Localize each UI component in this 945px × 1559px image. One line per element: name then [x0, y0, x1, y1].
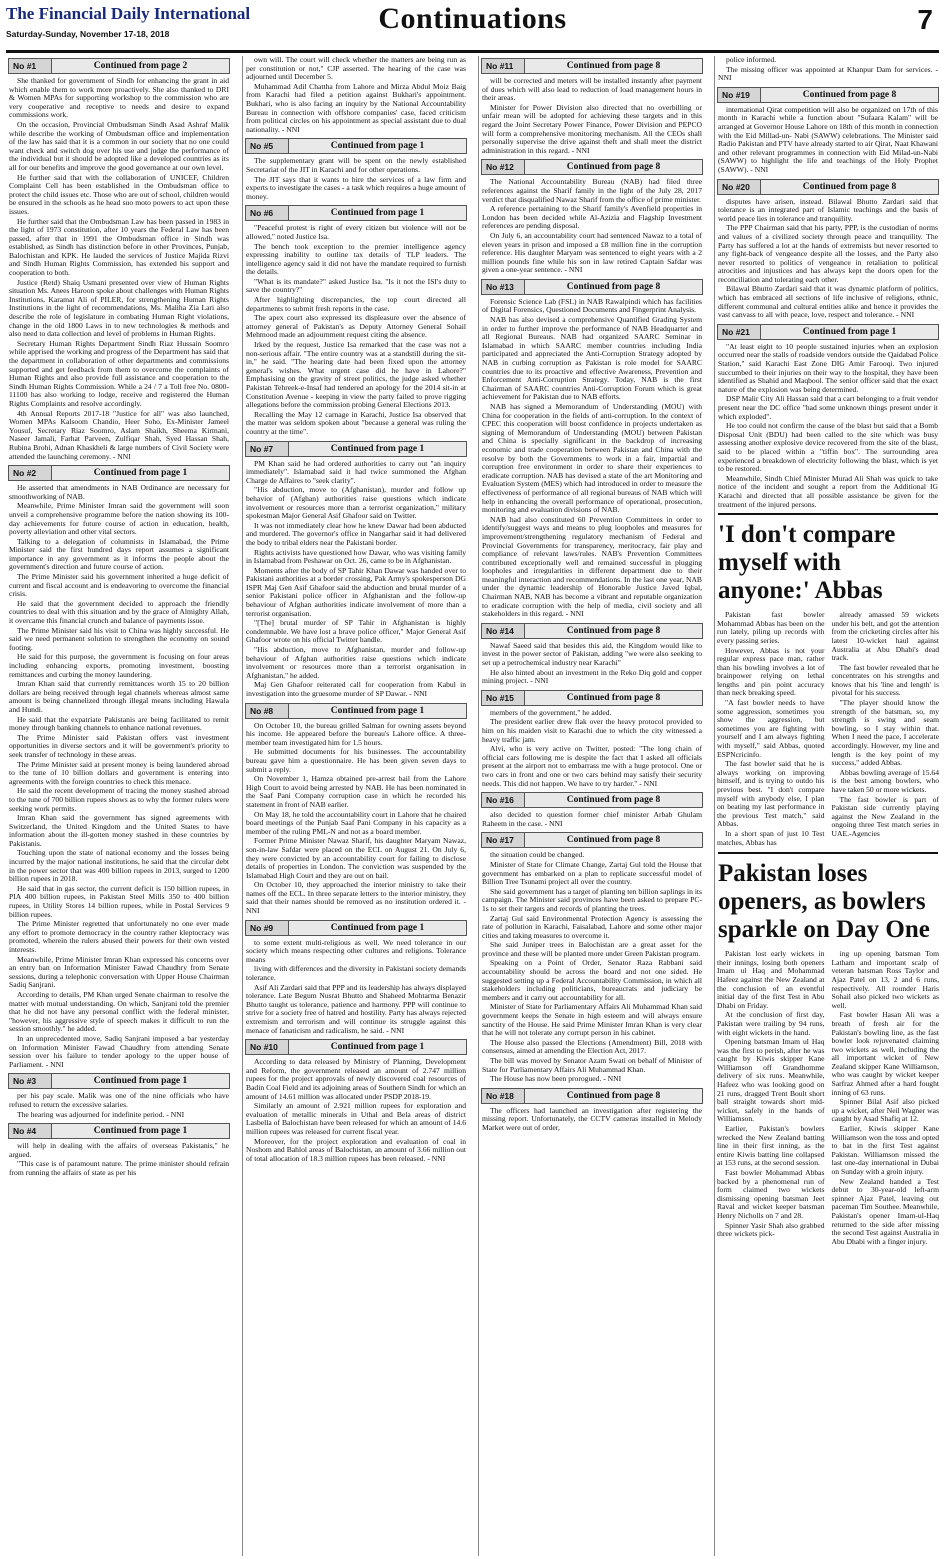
story-header-bar	[481, 690, 703, 706]
story-paragraph: living with differences and the diversity in Pakistani society demands tolerance.	[246, 964, 466, 983]
continued-label: Continued from page 1	[330, 922, 425, 933]
continued-story	[243, 138, 469, 201]
continued-story	[479, 159, 705, 275]
story-paragraph: He said the recent development of tracing the money stashed abroad to the tune of 700 billion rupees shows as to why the former rulers were seeking work permits.	[9, 786, 229, 813]
story-paragraph: Justice (Retd) Shaiq Usmani presented over view of Human Rights situation Ms. Anees Haroon spoke about challenges with Human Rights Institutions, Karamat Ali of PILER, for strengthening Human Rights Institutions in the light of recommendations, Ms. Maliha Zia Lari also describe the role of legislature in combating Human Right violations, change in the old 1800 Laws in to new technologies & methods and also need to data collection and level of problems in Human Rights.	[9, 277, 229, 339]
story-number: No #4	[9, 1124, 52, 1138]
continued-story	[479, 690, 705, 788]
story-header-bar	[245, 441, 467, 457]
story-paragraph: will help in dealing with the affairs of overseas Pakistanis," he argued.	[9, 1141, 229, 1159]
story-paragraph: DSP Malir City Ali Hassan said that a cart belonging to a fruit vendor present near the DC office "had some unknown things present under it which exploded".	[718, 394, 938, 421]
continued-story	[243, 920, 469, 1036]
story-number: No #11	[482, 59, 525, 73]
story-number: No #13	[482, 280, 525, 294]
story-paragraph: She said government has a target of planting ten billion saplings in its campaign. The Minister said provinces have been asked to prepare PC-1s to set their targets and records of planting the trees.	[482, 886, 702, 913]
story-number: No #21	[718, 325, 761, 339]
story-paragraph: He submitted documents for his businesses. The accountability bureau gave him a questionnaire. He has been given seven days to submit a reply.	[246, 747, 466, 774]
feature-paragraph: Spinner Yasir Shah also grabbed three wickets pick-	[717, 1220, 825, 1239]
story-header-bar	[245, 138, 467, 154]
story-header-bar	[717, 87, 939, 103]
feature-paragraph: Fast bowler Hasan Ali was a breath of fresh air for the Pakistan's bowling line, as the fast bowler look rejuvenated claiming two wickets as well, including the all important wicket of New Zealand skipper Kane Williamson, who was caught by wicket keeper Sarfraz Ahmed after a hard fought inning of 63 runs.	[831, 1010, 939, 1097]
story-paragraph: "His abduction, move to Afghanistan, murder and follow-up behaviour of Afghan authorities raise questions which indicate involvement or resources more than a terrorist organisation in Afghanistan," he added.	[246, 645, 466, 680]
story-header-bar	[481, 623, 703, 639]
story-paragraph: He said for this purpose, the government is focusing on four areas including enhancing exports, promoting investment, boosting remittances and curbing the money laundering.	[9, 652, 229, 679]
columns	[6, 56, 939, 1556]
story-paragraph: The president earlier drew flak over the heavy protocol provided to him on his maiden visit to Karachi due to which the city witnessed a heavy traffic jam.	[482, 717, 702, 744]
story-number: No #17	[482, 833, 525, 847]
story-paragraph: to some extent multi-religious as well. We need tolerance in our society which means respecting other cultures and religions. Tolerance means	[246, 937, 466, 964]
story-number: No #20	[718, 180, 761, 194]
story-header-bar	[245, 1039, 467, 1055]
story-paragraph: He too could not confirm the cause of the blast but said that a Bomb Disposal Unit (BDU) had been called to the site which was busy assessing another explosive device recovered from the site of the blast, said to be placed within a "tiffin box". The surrounding area experienced a breakdown of electricity following the blast, which is yet to be restored.	[718, 421, 938, 474]
story-paragraph: It was not immediately clear how he knew Dawar had been abducted and murdered. The governor's office in Nangarhar said it had delivered the body to tribal elders near the Pakistani border.	[246, 520, 466, 547]
continued-label: Continued from page 1	[802, 326, 897, 337]
page-number: 7	[917, 4, 933, 35]
story-paragraph: Maj Gen Ghafoor reiterated call for cooperation from Kabul in investigation into the gruesome murder of SP Dawar. - NNI	[246, 680, 466, 698]
story-paragraph: She said Juniper trees in Balochistan are a great asset for the province and these will be planted more under Green Pakistan program.	[482, 940, 702, 958]
continued-label: Continued from page 8	[566, 162, 661, 173]
story-number: No #14	[482, 624, 525, 638]
story-paragraph: Meanwhile, Prime Minister Imran said the government will soon unveil a comprehensive programme before the nation showing its 100-day achievements for future course of action in education, health, poverty alleviation and other vital sectors.	[9, 501, 229, 537]
story-header-bar	[481, 279, 703, 295]
story-paragraph: The National Accountability Bureau (NAB) had filed three references against the Sharif family in the light of the July 28, 2017 verdict that disqualified Nawaz Sharif from the office of prime minister.	[482, 177, 702, 204]
continued-story	[479, 792, 705, 828]
story-paragraph: On July 6, an accountability court had sentenced Nawaz to a total of eleven years in prison and imposed a £8 million fine in the corruption reference. His daughter Maryam was sentenced to eight years with a 2 million pounds fine while his son in law retired Captain Safdar was given a one-year sentence. - NNI	[482, 230, 702, 275]
continued-story	[715, 324, 941, 509]
story-paragraph: "His abduction, move to (Afghanistan), murder and follow up behavior of (Afghan) authorities raise questions which indicate involvement or resources more than a terrorist organization," military spokesman Major General Asif Ghafoor said on Twitter.	[246, 485, 466, 521]
masthead	[6, 2, 939, 52]
story-paragraph: The PPP Chairman said that his party, PPP, is the custodian of norms and values of a civilized society through peace and tranquility. The Party has suffered a lot at the hands of extremists but never resorted to any fight-back of vengeance despite all the losses, and the Party also never resorted to politics of vengeance in retaliation to political atrocities and injustices and has always kept the doors open for the reconciliation and tolerating each other.	[718, 223, 938, 284]
continued-story	[479, 832, 705, 1083]
story-paragraph: He asserted that amendments in NAB Ordinance are necessary for smoothworking of NAB.	[9, 483, 229, 501]
story-number: No #2	[9, 466, 52, 480]
continued-label: Continued from page 2	[93, 61, 188, 71]
story-paragraph: After highlighting discrepancies, the top court directed all departments to submit fresh reports in the case.	[246, 295, 466, 313]
continued-story	[715, 87, 941, 175]
newspaper-name: The Financial Daily International	[6, 4, 251, 23]
story-number: No #10	[246, 1040, 289, 1054]
story-paragraph: NAB has also devised a comprehensive Quantified Grading System in order to further improve the performance of NAB Headquarter and all Regional Bureaus. NAB had organized SAARC Seminar in Islamabad in which SAARC member countries including India participated and appreciated the Anti-Corruption Strategy adopted by NAB in curbing corruption as Pakistan is role model for SAARC countries due to its proactive and effective Awareness, Prevention and Enforcement Anti-Corruption Strategy. Today, NAB is the first Chairman of SAARC countries Anti-Corruption Forum which is great achievement for Pakistan due to NAB efforts.	[482, 315, 702, 402]
story-paragraph: Alvi, who is very active on Twitter, posted: "The long chain of official cars following me is despite the fact that I asked all officials present at the airport not to embarrass me with a huge protocol. One or two cars in front and one or two cars behind may satisfy their security needs. This did not happen. We have to try harder." - NNI	[482, 744, 702, 788]
feature-right-column	[831, 950, 941, 1247]
story-paragraph: members of the government," he added.	[490, 707, 612, 717]
story-paragraph: Moments after the body of SP Tahir Khan Dawar was handed over to Pakistani authorities at a border crossing, Pak Army's spokesperson DG ISPR Maj Gen Asif Ghafoor said the abduction and brutal murder of a senior Pakistani police officer in Afghanistan and the follow-up behaviour of Afghan authorities indicate involvement of more than a terrorist organisation.	[246, 565, 466, 618]
story-paragraph: He said that in gas sector, the current deficit is 150 billion rupees, in PIA 400 billion rupees, in Pakistan Steel Mills 350 to 400 billion rupees, in Utility Stores 14 billion rupees, while in Postal Services 9 billion rupees.	[9, 883, 229, 919]
continued-label: Continued from page 8	[566, 835, 661, 846]
story-paragraph: Recalling the May 12 carnage in Karachi, Justice Isa observed that the matter was seldom spoken about "because a general was ruling the country at the time".	[246, 409, 466, 436]
continued-label: Continued from page 8	[566, 625, 661, 636]
continued-label: Continued from page 8	[566, 61, 661, 71]
story-paragraph: disputes have arisen, instead. Bilawal Bhutto Zardari said that tolerance is an integrated part of Islamic teachings and the basis of world peace lies in tolerance and tranquility.	[718, 196, 938, 223]
story-paragraph: Talking to a delegation of columnists in Islamabad, the Prime Minister said the first hundred days report assumes a significant importance in any government as it informs the people about the government's direction and future course of action.	[9, 536, 229, 572]
story-paragraph: He said that the government decided to approach the friendly countries to deal with this situation and by the grace of Almighty Allah, it overcame this financial crunch and balance of payments issue.	[9, 598, 229, 626]
feature-paragraph: Fast bowler Mohammad Abbas backed by a phenomenal run of form claimed two wickets dismissing opening batsman Jeet Raval and wicket keeper batsman Henry Nicholls on 7 and 28.	[717, 1168, 825, 1220]
story-paragraph: The bench took exception to the premier intelligence agency expressing inability to outline tax details of TLP leaders. The intelligence agency said it did not have the mandate required to furnish the details.	[246, 241, 466, 277]
story-paragraph: The apex court also expressed its displeasure over the absence of attorney general of Pakistan's as Deputy Attorney General Sohail Mehmood made an adjournment request citing the absence.	[246, 313, 466, 340]
story-paragraph: The Prime Minister said Pakistan offers vast investment opportunities in diverse sectors and it will be government's priority to seek transfer of technology in these areas.	[9, 732, 229, 759]
story-paragraph: own will. The court will check whether the matters are being run as per constitution or not," CJP asserted. The hearing of the case was adjourned until December 5.	[246, 56, 466, 82]
story-header-bar	[245, 205, 467, 221]
story-paragraph: will be corrected and meters will be installed instantly after payment of dues which will also lead to reduction of load management hours in their areas.	[482, 76, 702, 103]
story-number: No #8	[246, 704, 289, 718]
story-paragraph: The bill was moved by Senator Azam Swati on behalf of Minister of State for Parliamentary Affairs Ali Muhammad Khan.	[482, 1056, 702, 1074]
continued-story	[715, 56, 941, 83]
column-1	[6, 56, 232, 1556]
story-paragraph: The Prime Minister regretted that unfortunately no one ever made any effort to promote democracy in the country rather kleptocracy was promoted, wherein the rulers abused their powers for their own vested interests.	[9, 919, 229, 954]
story-paragraph: The House has now been prorogued. - NNI	[490, 1074, 622, 1084]
column-3	[478, 56, 705, 1556]
story-paragraph: Minister of State for Climate Change, Zartaj Gul told the House that government has embarked on a plan to replicate successful model of Billion Tree Tsunami project all over the country.	[482, 859, 702, 887]
story-paragraph: "At least eight to 10 people sustained injuries when an explosion occurred near the stalls of roadside vendors outside the Qaidabad Police Station," said Karachi East Zone DIG Amir Farooqi. Two injured succumbed to their injuries on their way to the hospital, they have been identified as Shahid and Maqbool. The senior officer said that the exact nature of the explosion was being determined.	[718, 341, 938, 394]
story-paragraph: Nawaf Saeed said that besides this aid, the Kingdom would like to invest in the power sector of Pakistan, adding "we were also seeking to set up a petrochemical industry near Karachi"	[482, 640, 702, 668]
story-number: No #7	[246, 442, 289, 456]
feature-left-column	[716, 611, 826, 848]
continued-label: Continued from page 1	[330, 141, 425, 152]
story-number: No #12	[482, 160, 525, 174]
story-header-bar	[481, 58, 703, 74]
story-header-bar	[8, 58, 230, 74]
story-paragraph: Imran Khan said that currently remittances worth 15 to 20 billion dollars are being received through legal channels whereas almost same amount is being channelized through illegal means including Hawala and Hundi.	[9, 679, 229, 714]
feature-paragraph: Earlier, Kiwis skipper Kane Williamson won the toss and opted to bat in the first Test against Pakistan. Williamson missed the last one-day international in Dubai on Sunday with a groin injury.	[831, 1124, 939, 1176]
feature-paragraph: "The player should know the strength of the batsman, so, my strength is swing and seam bowling, so I stay within that. When I need the pace, I accelerate accordingly. However, my line and length is the key point of my success," added Abbas.	[831, 698, 939, 768]
story-paragraph: "What is its mandate?" asked Justice Isa. "Is it not the ISI's duty to save the country?"	[246, 276, 466, 295]
continued-label: Continued from page 8	[566, 795, 661, 806]
feature-body	[716, 950, 940, 1247]
story-paragraph: "[The] brutal murder of SP Tahir in Afghanistan is highly condemnable. We have lost a brave police officer," Major General Asif Ghafoor wrote on his official Twitter handle.	[246, 618, 466, 645]
feature-paragraph: The fast bowler revealed that he concentrates on his strengths and knows that his 'line and length' is pivotal for his success.	[831, 662, 939, 698]
continued-label: Continued from page 1	[93, 468, 188, 479]
story-paragraph: 4th Annual Reports 2017-18 "Justice for all" was also launched, Women MPAs Kalsoom Chandio, Heer Soho, Ex-Minister Jameel Yousuf, Secretary Riaz Soomro, Aslam Shaikh, Sheema Kirmani, Naseer Jamali, Farhat Parveen, Zulfiqar Shah, Syed Hassan Shah, Rubina Brohi, Adnan Khaskheli & large numbers of Civil Society were attended the launching ceremony. - NNI	[9, 408, 229, 461]
story-paragraph: The JIT says that it wants to hire the services of a law firm and experts to investigate the cases - a task which requires a huge amount of money.	[246, 174, 466, 201]
feature-paragraph: New Zealand handed a Test debut to 30-year-old left-arm spinner Ajaz Patel, leaving out paceman Tim Southee. Meanwhile, Pakistan's opener Imam-ul-Haq returned to the side after missing the second Test against Australia in Abu Dhabi with a finger injury.	[831, 1176, 939, 1246]
continued-label: Continued from page 8	[802, 89, 897, 100]
story-paragraph: Imran Khan said the government has signed agreements with Switzerland, the United Kingdom and the United States to have information about the ill-gotten money stashed in these countries by Pakistanis.	[9, 813, 229, 848]
story-number: No #15	[482, 691, 525, 705]
story-paragraph: She thanked for government of Sindh for enhancing the grant in aid which enable them to work more proactively. She also thanked to DRI & Women MPAs for supporting workshop to the commission who are very cooperative and receptive to needs and desire to expand commissions work.	[9, 76, 229, 120]
story-header-bar	[481, 832, 703, 848]
story-paragraph: Secretary Human Rights Department Sindh Riaz Hussain Soomro while apprised the working and progress of the Department has said that the department in collaboration of other departments and commissions supported and get feedback from them to overcome the complaints of Human Rights and also provide full assistance and cooperation to the Sindh Human Rights Commission. While a 24 / 7 a Toll free No. 0800-11100 has also working to lodge, receive and registered the Human Rights Complaints and resolve accordingly.	[9, 338, 229, 408]
continued-label: Continued from page 1	[330, 705, 425, 716]
continued-label: Continued from page 1	[93, 1076, 188, 1087]
story-paragraph: Moreover, for the project exploration and evaluation of coal in Noshom and Bahlol areas of Balochistan, an amount of 3.66 million out of total allocation of 18.3 million rupees has been released. - NNI	[246, 1136, 466, 1163]
continued-label: Continued from page 1	[93, 1126, 188, 1137]
story-paragraph: The Prime Minister said at present money is being laundered abroad to the tune of 10 billion dollars and government is entering into agreements with the foreign countries to check this menace.	[9, 759, 229, 786]
section-title: Continuations	[378, 2, 567, 35]
story-header-bar	[8, 465, 230, 481]
feature-paragraph: The fast bowler said that he is always working on improving himself, and is trying to outdo his previous best. "I don't compare myself with anybody else, I plan on beating my last performance in the previous Test match," said Abbas.	[717, 759, 825, 829]
continued-label: Continued from page 1	[330, 1042, 425, 1053]
story-paragraph: Forensic Science Lab (FSL) in NAB Rawalpindi which has facilities of Digital Forensics, Questioned Documents and Fingerprint Analysis.	[482, 296, 702, 315]
continued-label: Continued from page 8	[802, 181, 897, 192]
story-header-bar	[245, 920, 467, 936]
story-paragraph: On November 1, Hamza obtained pre-arrest bail from the Lahore High Court to avoid being arrested by NAB. He has been nominated in the Saaf Pani Company corruption case in which he recorded his statement in front of NAB earlier.	[246, 774, 466, 809]
story-paragraph: The officers had launched an investigation after registering the missing report. Unfortunately, the CCTV cameras installed in Melody Market were out of order,	[482, 1105, 702, 1132]
feature-paragraph: The fast bowler is part of Pakistan side currently playing against the New Zealand in the ongoing three Test match series in UAE.-Agencies	[831, 794, 939, 838]
story-paragraph: He also hinted about an investment in the Reko Diq gold and copper mining project. - NNI	[482, 667, 702, 686]
feature-paragraph: ing up opening batsman Tom Latham and important scalp of veteran batsman Ross Taylor and Ajaz Patel on 13, 2 and 6 runs, respectively. All rounder Haris Sohail also picked two wickets as well.	[831, 949, 939, 1010]
feature-paragraph: In a short span of just 10 Test matches, Abbas has	[717, 828, 825, 847]
story-paragraph: NAB has signed a Memorandum of Understanding (MOU) with China for cooperation in the fields of anti-corruption. In the context of CPEC this cooperation will boost confidence in projects undertaken as signing of Memorandum of Understanding (MOU) between Pakistan and China is specially significant in the backdrop of increasing economic and trade cooperation between Pakistan and China with the resolve by both the Governments to work in a fair, impartial and corruption free environment in order to share their experiences to eradicate corruption. NAB has devised a state of the art Monitoring and Evaluation System (MES) which had introduced in order to measure the effectiveness of performance of all regional bureaus of NAB which will help in enhancing the overall performance of operational, prosecution, monitoring and evaluation divisions of NAB.	[482, 402, 702, 515]
story-paragraph: police informed.	[726, 56, 777, 64]
story-paragraph: Touching upon the state of national economy and the losses being incurred by the major national institutions, he said that the circular debt in the power sector that was 400 billion rupees in 2013, surged to 1200 billion rupees in 2018.	[9, 848, 229, 884]
story-paragraph: Speaking on a Point of Order, Senator Raza Rabbani said accountability should be across the board and not one sided. He suggested setting up a Federal Accountability Commission, in which all stakeholders including politicians, bureaucrats and judiciary be members and it carry out accountability for all.	[482, 958, 702, 1002]
feature-paragraph: already amassed 59 wickets under his belt, and got the attention from the cricketing circles after his latest 10-wicket haul against Australia at Abu Dhabi's dead track.	[831, 610, 939, 663]
story-paragraph: PM Khan said he had ordered authorities to carry out "an inquiry immediately". Islamabad said it had twice summoned the Afghan Charge de Affaires to "seek clarity".	[246, 458, 466, 485]
story-number: No #19	[718, 88, 761, 102]
story-header-bar	[481, 792, 703, 808]
story-paragraph: Meanwhile, Prime Minister Imran Khan expressed his concerns over an entry ban on Information Minister Fawad Chaudhry from Senate sessions, during a telephonic conversation with Upper House Chairman Sadiq Sanjrani.	[9, 954, 229, 990]
story-paragraph: He further said that with the collaboration of UNICEF, Children Complaint Cell has been established in the Ombudsman office to protect the child issues etc. Those who are out of school, children would be ensured in the schools as he head suo moto powers to act upon these issues.	[9, 172, 229, 216]
story-paragraph: NAB had also constituted 60 Prevention Committees in order to identify/suggest ways and means to plug loopholes and measures for improvement/strengthening regulatory mechanism of Federal and Provincial Governments for transparency, meritocracy, fair play and compliance of relevant laws/rules. NAB's Prevention Committees contributed exceptionally well and remained successful in plugging loopholes and irregularities in different department due to their meaningful interaction and recommendations. In the last one year, NAB under the dynamic leadership of Honorable Justice Javed Iqbal, Chairman NAB, NAB has become a vibrant and reputable organization to eradicate corruption with the help of media, civil society and all stakeholders in this regard. - NNI	[482, 514, 702, 619]
story-paragraph: "Peaceful protest is right of every citizen but violence will not be allowed," noted Justice Isa.	[246, 223, 466, 241]
continued-label: Continued from page 8	[566, 692, 661, 703]
continued-story	[479, 1088, 705, 1133]
story-paragraph: Former Prime Minister Nawaz Sharif, his daughter Maryam Nawaz, son-in-law Safdar were placed on the ECL on August 21. On July 6, they were convicted by an accountability court for failing to disclose details of properties in London. The conviction was suspended by the Islamabad High Court and they are out on bail.	[246, 836, 466, 880]
story-paragraph: Rights activists have questioned how Dawar, who was visiting family in Islamabad from Peshawar on Oct. 26, came to be in Afghanistan.	[246, 547, 466, 566]
feature-paragraph: "A fast bowler needs to have some aggression, sometimes you show the aggression, but sometimes you are fighting with yourself and I am always fighting with myself," said Abbas, quoted ESPNcricinfo.	[717, 698, 825, 759]
continued-story	[479, 623, 705, 686]
continued-story	[6, 58, 232, 461]
story-paragraph: He said that the expatriate Pakistanis are being facilitated to remit money through banking channels to enhance national revenues.	[9, 714, 229, 733]
story-paragraph: international Qirat competition will also be organized on 17th of this month in Karachi while a function about "Sufaara Kalam" will be arranged at Governor House Lahore on 18th of this month in connection with the Eid Millad-un- Nabi (SAWW) celebrations. The Minister said Radio Pakistan and PTV have already started to air Qirat, Naat Khawani and other relevant programmes in connection with Eid Milad-un-Nabi (SAWW) to highlight the life and teachings of the Holy Prophet (SAWW). - NNI	[718, 104, 939, 174]
story-paragraph: According to data released by Ministry of Planning, Development and Reform, the government released an amount of 2.747 million rupees for the project approvals of newly discovered coal resources of Badin Coal Field and its adjoining areas of Southern Sindh for which an amount of 14.61 million was allocated under PSDP 2018-19.	[246, 1057, 466, 1101]
story-paragraph: The hearing was adjourned for indefinite period. - NNI	[17, 1109, 185, 1119]
story-paragraph: In an unprecedented move, Sadiq Sanjrani imposed a bar yesterday on Information Minister Fawad Chaudhry from attending Senate session over his failure to tender apology to the upper house of Parliament. - NNI	[9, 1033, 229, 1069]
feature-paragraph: Abbas bowling average of 15.64 is the best among bowlers, who have taken 50 or more wickets.	[831, 767, 939, 794]
feature-paragraph: Pakistan lost early wickets in their innings, losing both openers Imam ul Haq and Mohammad Hafeez against the New Zealand at the conclusion of an eventful initial day of the first Test in Abu Dhabi on Friday.	[717, 949, 825, 1010]
feature-left-column	[716, 950, 826, 1247]
continued-story	[479, 279, 705, 619]
story-paragraph: On October 10, the bureau grilled Salman for owning assets beyond his income. He appeared before the bureau's Lahore office. A three-member team investigated him for 1.5 hours.	[246, 720, 466, 747]
story-paragraph: the situation could be changed.	[490, 850, 585, 860]
story-paragraph: He further said that the Ombudsman Law has been passed in 1983 in the light of 1973 constitution, after 10 years the Federal Law has been passed, after that in 1991 the Ombudsman office in Sindh was established, as Sindh has distinction before in other Provinces, Punjab, Balochistan and KPK. He lauded the services of Justice Majida Rizvi and Sindh Human Rights Commission, has extended his support and cooperation to both.	[9, 216, 229, 278]
story-header-bar	[717, 324, 939, 340]
continued-story	[715, 179, 941, 320]
continued-label: Continued from page 8	[566, 281, 661, 292]
story-paragraph: The missing officer was appointed at Khanpur Dam for services. - NNI	[718, 64, 938, 83]
feature-paragraph: Pakistan fast bowler Mohammad Abbas has been on the run lately, piling up records with every passing series.	[717, 610, 825, 645]
feature-paragraph: Spinner Bilal Asif also picked up a wicket, after Neil Wagner was caught by Asad Shafiq at 12.	[831, 1097, 939, 1124]
continued-story	[6, 465, 232, 1069]
story-number: No #1	[9, 59, 52, 73]
feature-rule	[718, 852, 938, 854]
story-paragraph: Asif Ali Zardari said that PPP and its leadership has always displayed tolerance. Late Begum Nusrat Bhutto and Shaheed Mohtarma Benazir Bhutto taught us tolerance, patience and harmony. PPP will continue to strive for a society free of hatred and hostility. Party has always rejected extremism and terrorism and will continue its struggle against this menace of fanaticism and radicalism, he said. - NNI	[246, 982, 466, 1035]
story-number: No #18	[482, 1089, 525, 1103]
continued-story	[243, 205, 469, 436]
story-header-bar	[245, 703, 467, 719]
continued-label: Continued from page 1	[330, 443, 425, 454]
feature-body	[716, 611, 940, 848]
continued-label: Continued from page 1	[330, 208, 425, 219]
feature-headline: 'I don't compare myself with anyone:' Abbas	[718, 521, 896, 605]
story-paragraph: The House also passed the Elections (Amendment) Bill, 2018 with consensus, aimed at amending the Election Act, 2017.	[482, 1037, 702, 1056]
story-paragraph: The supplementary grant will be spent on the newly established Secretariat of the JIT in Karachi and for other operations.	[246, 156, 466, 174]
continued-story	[243, 56, 469, 134]
column-4	[714, 56, 941, 1556]
continued-story	[243, 441, 469, 699]
story-paragraph: Irked by the request, Justice Isa remarked that the case was not a non-serious affair. "The entire country was at a standstill during the sit-in," he said. "The hearing date had been fixed upon the attorney general's wishes. What urgent case did he have in Lahore?" Emphasising on the gravity of street politics, the judge asked whether Pakistan Tehreek-e-Insaf had tendered an apology for the 2014 sit-in at Constitution Avenue - keeping in view the party failed to prove rigging allegations before the commission probing General Elections 2013.	[246, 340, 466, 410]
feature-right-column	[831, 611, 941, 848]
continued-story	[479, 58, 705, 155]
story-paragraph: Similarly an amount of 2.921 million rupees for exploration and evaluation of metallic minerals in Uthal and Bela areas of district Lasbella of Balochistan have been released for which an amount of 14.6 million rupees was released for current fiscal year.	[246, 1101, 466, 1136]
feature-paragraph: Opening batsman Imam ul Haq was the first to perish, after he was caught by Kiwis skipper Kane Williamson off Grandhomme delivery of six runs. Meanwhile, Hafeez who was looking good on 21 runs, dragged Trent Boult short ball straight towards short mid-wicket, safely in the hands of Williamson.	[717, 1037, 825, 1124]
feature-paragraph: At the conclusion of first day, Pakistan were trailing by 94 runs, with eight wickets in the hand.	[717, 1010, 825, 1037]
story-paragraph: also decided to question former chief minister Arbab Ghulam Raheem in the case. - NNI	[482, 810, 702, 828]
story-number: No #6	[246, 206, 289, 220]
continued-story	[243, 703, 469, 916]
story-header-bar	[8, 1123, 230, 1139]
story-paragraph: Minister for Power Division also directed that no overbilling or unfair mean will be adopted for achieving these targets and in this regard the Joint Secretary Power Finance, Power Division and PEPCO will form a comprehensive monitoring mechanism. All the CEOs shall personally supervise the drive against theft and shall meet the district administration in this regard. - NNI	[482, 102, 702, 155]
feature-rule	[718, 513, 938, 515]
story-header-bar	[8, 1073, 230, 1089]
continued-story	[6, 1073, 232, 1119]
feature-headline: Pakistan loses openers, as bowlers sparkle on Day One	[718, 860, 930, 944]
story-paragraph: Bilawal Bhutto Zardari said that it was dynamic platform of politics, which has embraced all sections of life inclusive of religions, ethnic, different communal and cultural entities alike and hence it provides the vast canvass to all with peace, love, respect and tolerance. - NNI	[718, 284, 938, 320]
issue-date: Saturday-Sunday, November 17-18, 2018	[6, 29, 170, 39]
story-paragraph: "This case is of paramount nature. The prime minister should refrain from running the affairs of state as per his	[9, 1159, 229, 1177]
story-number: No #5	[246, 139, 289, 153]
story-number: No #9	[246, 921, 289, 935]
story-paragraph: per his pay scale. Malik was one of the nine officials who have refused to return the excessive salaries.	[9, 1091, 229, 1109]
story-paragraph: On the occasion, Provincial Ombudsman Sindh Asad Ashraf Malik while describe the working of Ombudsman office and implementation of the law has said that it is a common in our society that no one could want check and switch dog over his use and judge the performance of the individual but it should be adopted like a developed countries as its all for our benefits and improve the good governance at our own level.	[9, 119, 229, 172]
masthead-rule	[6, 50, 939, 53]
story-number: No #3	[9, 1074, 52, 1088]
story-paragraph: On October 10, they approached the interior ministry to take their names off the ECL. In three separate letters to the interior ministry, they said that their names should be removed as no institution ordered it. - NNI	[246, 880, 466, 916]
continued-story	[6, 1123, 232, 1177]
story-paragraph: Zartaj Gul said Environmental Protection Agency is assessing the rate of pollution in Karachi, Faisalabad, Lahore and some other major cities and taking measures to overcome it.	[482, 913, 702, 940]
story-number: No #16	[482, 793, 525, 807]
continued-story	[243, 1039, 469, 1163]
story-header-bar	[481, 1088, 703, 1104]
continued-label: Continued from page 8	[566, 1090, 661, 1101]
story-paragraph: Minister of State for Parliamentary Affairs Ali Muhammad Khan said government keeps the Senate in high esteem and will always ensure sanctity of the House. He said Prime Minister Imran Khan is very clear that he will not tolerate any corrupt person in his cabinet.	[482, 1002, 702, 1038]
story-header-bar	[481, 159, 703, 175]
feature-paragraph: However, Abbas is not your regular express pace man, rather than his bowling involves a lot of brainpower relying on lethal lengths and pin point accuracy than neck breaking speed.	[717, 645, 825, 698]
story-paragraph: Meanwhile, Sindh Chief Minister Murad Ali Shah was quick to take notice of the incident and sought a report from the Additional IG Karachi and directed that all possible assistance be given for the treatment of the injured persons.	[718, 473, 938, 509]
story-paragraph: The Prime Minister said his visit to China was highly successful. He said we need permanent solution to strengthen the economy on sound footing.	[9, 625, 229, 652]
story-paragraph: Muhammad Adil Chattha from Lahore and Mirza Abdul Moiz Baig from Karachi had filed a petition against Bukhari's appointment. Bukhari, who is also facing an inquiry by the National Accountability Bureau in connection with offshore companies' case, faced criticism from political circles on his appointment as special assistant due to dual nationality. - NNI	[246, 81, 466, 134]
story-paragraph: A reference pertaining to the Sharif family's Avenfield properties in London has been decided while Al-Azizia and Flagship Investment references are pending disposal.	[482, 204, 702, 231]
story-paragraph: According to details, PM Khan urged Senate chairman to resolve the matter with mutual understanding. On which, Sanjrani told the premier that he did not have any personal conflict with the federal minister, "however, his aggressive style of speech makes it difficult to run the session smoothly." he added.	[9, 989, 229, 1034]
story-paragraph: The Prime Minister said his government inherited a huge deficit of current and fiscal account and is endeavoring to overcome the financial crisis.	[9, 572, 229, 599]
column-2	[242, 56, 469, 1556]
story-paragraph: On May 18, he told the accountability court in Lahore that he chaired board meetings of the Punjab Saaf Pani Company in his capacity as a member of the ruling PML-N and not as a board member.	[246, 809, 466, 836]
feature-paragraph: Earlier, Pakistan's bowlers wrecked the New Zealand batting line in their first inning, as the entire Kiwis batting line collapsed at 153 runs, at the second session.	[717, 1124, 825, 1168]
story-header-bar	[717, 179, 939, 195]
